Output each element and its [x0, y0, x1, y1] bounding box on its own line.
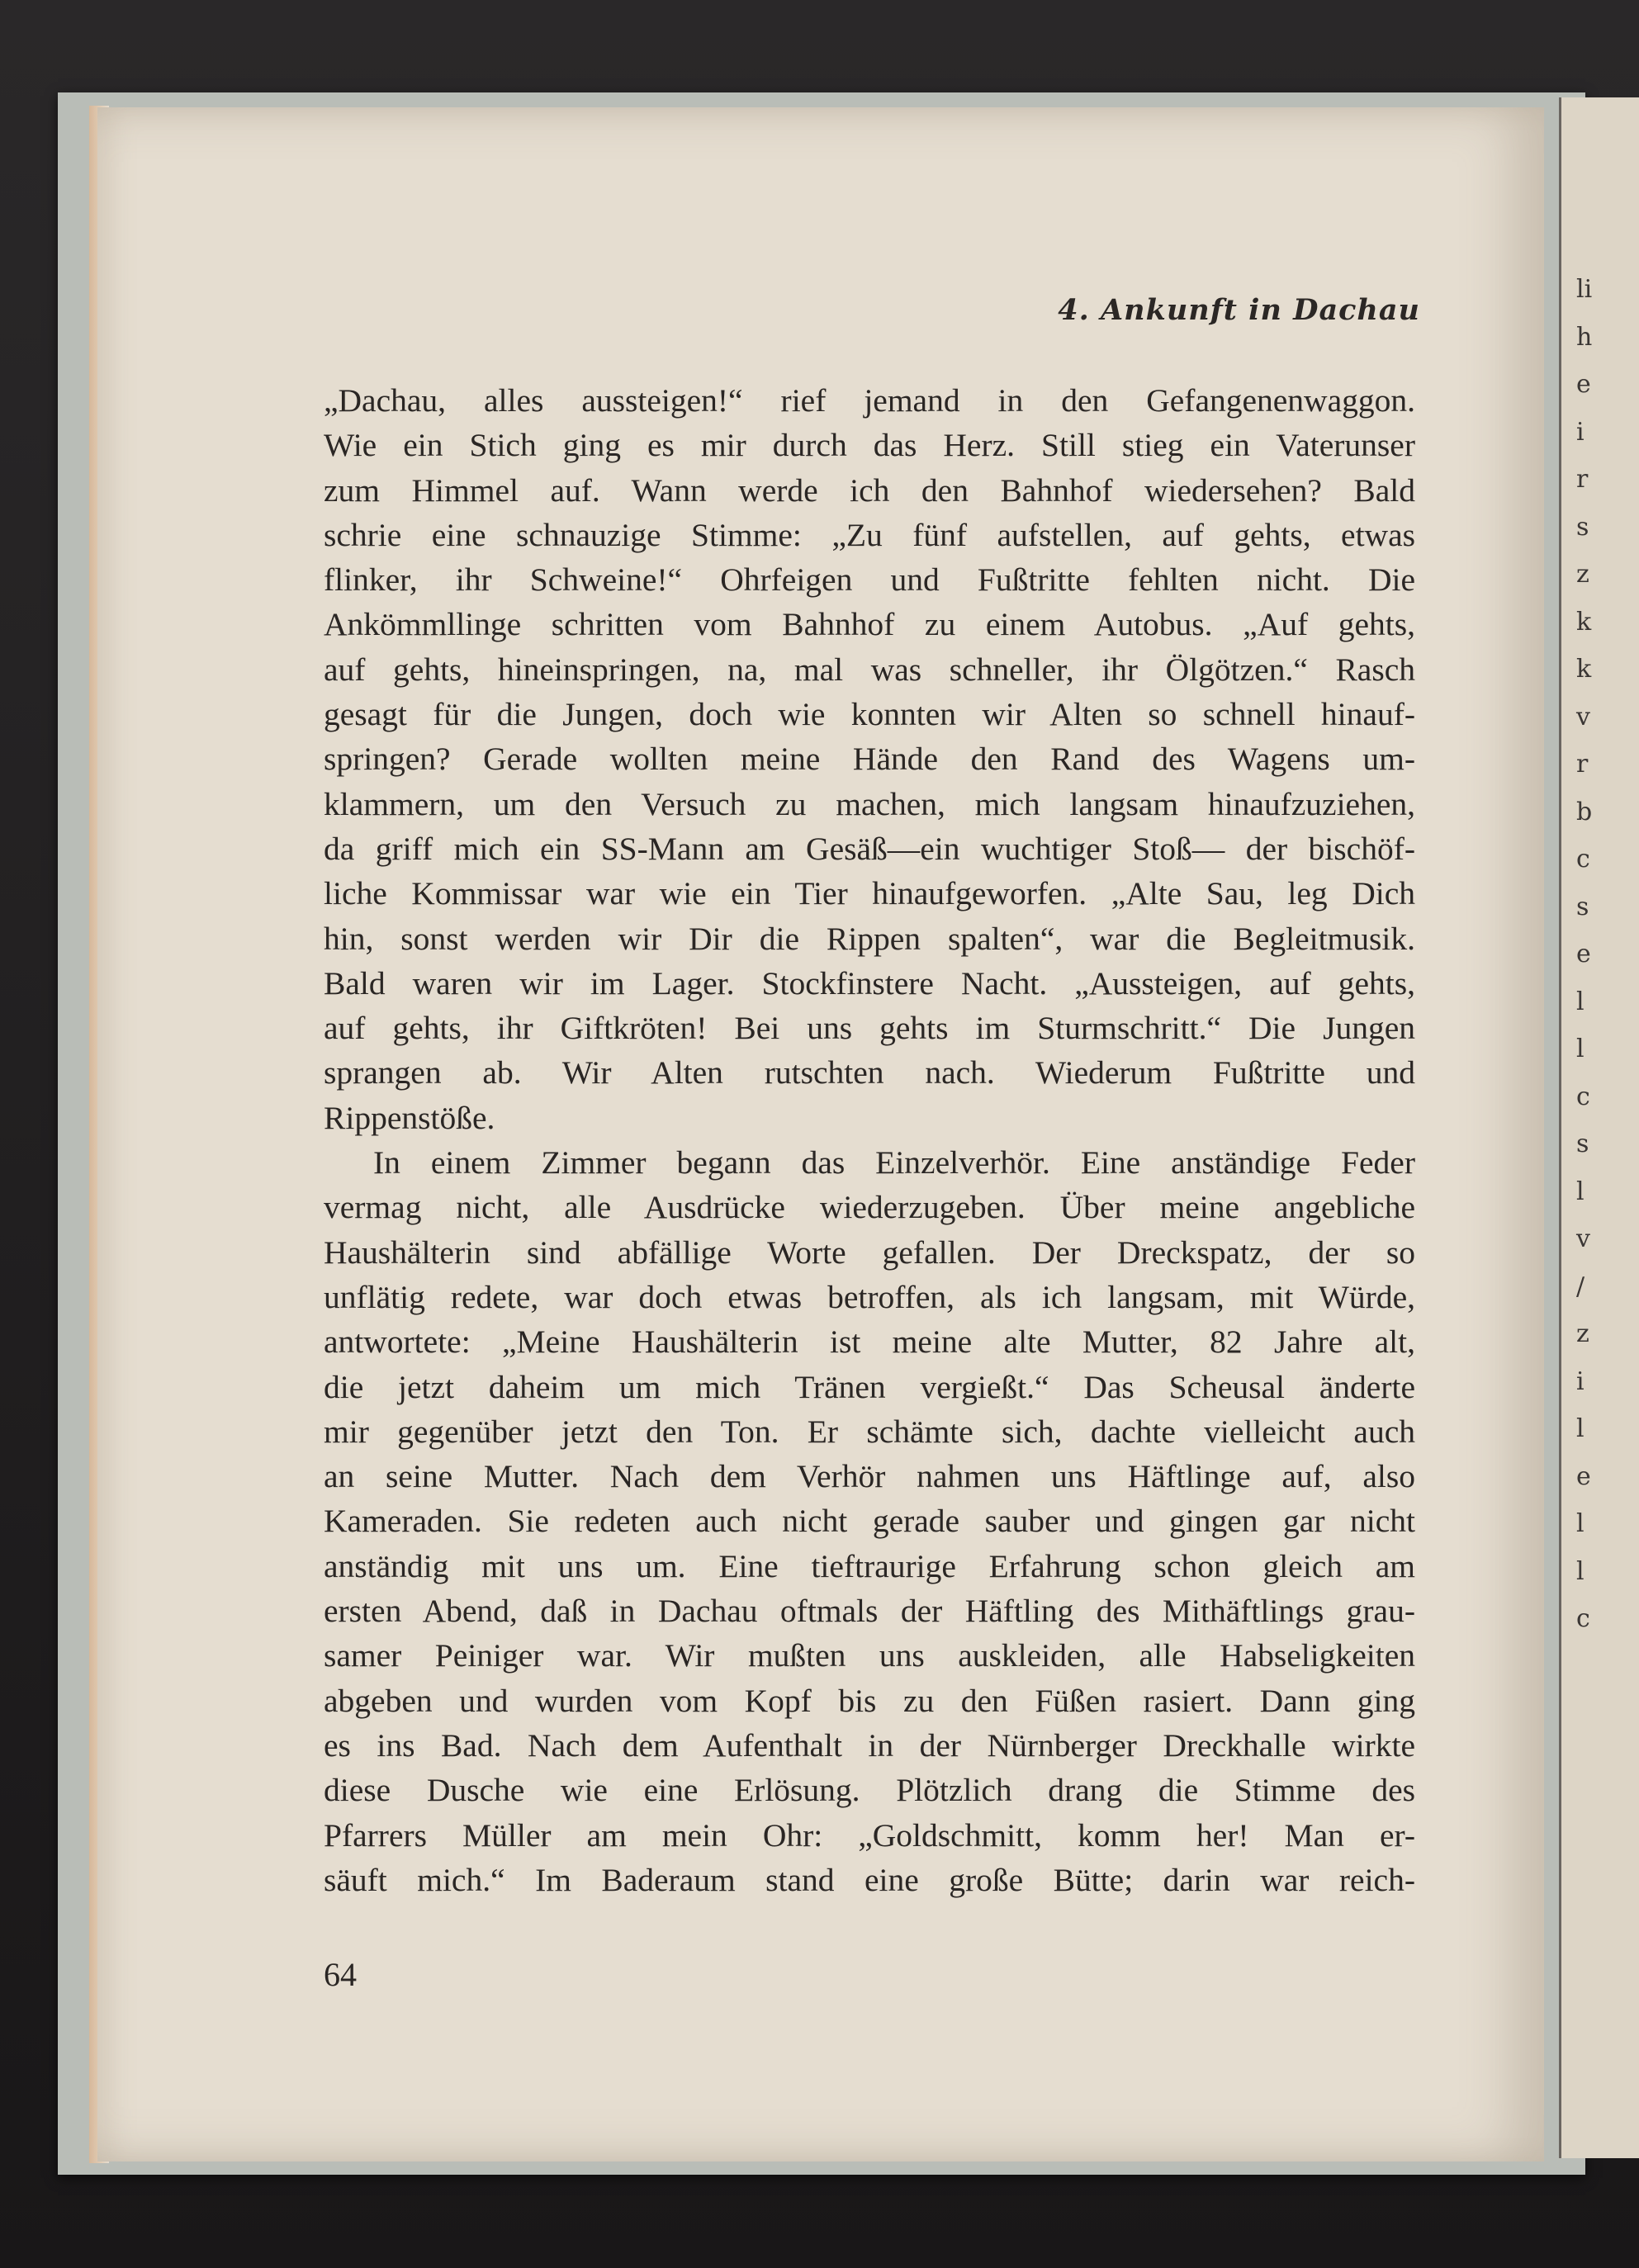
text-line: ersten Abend, daß in Dachau oftmals der Häftling des Mithäftlings grau- — [324, 1593, 1415, 1630]
facing-page-fragment: r — [1576, 465, 1589, 494]
text-line: Pfarrers Müller am mein Ohr: „Goldschmitt, komm her! Man er- — [324, 1816, 1415, 1854]
text-line: klammern, um den Versuch zu machen, mich langsam hinaufzuziehen, — [324, 785, 1415, 822]
body-text — [324, 378, 1415, 1902]
facing-page-fragment: e — [1576, 370, 1591, 399]
text-line: diese Dusche wie eine Erlösung. Plötzlich drang die Stimme des — [324, 1772, 1415, 1809]
text-line: mir gegenüber jetzt den Ton. Er schämte sich, dachte vielleicht auch — [324, 1413, 1415, 1450]
facing-page-fragment: s — [1576, 512, 1589, 542]
facing-page-fragment: k — [1576, 607, 1592, 637]
facing-page-fragment: e — [1576, 1461, 1591, 1491]
text-line: liche Kommissar war wie ein Tier hinaufgeworfen. „Alte Sau, leg Dich — [324, 875, 1415, 912]
facing-page-fragment: l — [1576, 1177, 1585, 1206]
text-line: springen? Gerade wollten meine Hände den Rand des Wagens um- — [324, 741, 1415, 778]
facing-page — [1559, 97, 1639, 2158]
text-line: da griff mich ein SS-Mann am Gesäß—ein wuchtiger Stoß— der bischöf- — [324, 830, 1415, 867]
text-line: unflätig redete, war doch etwas betroffen, als ich langsam, mit Würde, — [324, 1278, 1415, 1315]
text-line: vermag nicht, alle Ausdrücke wiederzugeben. Über meine angebliche — [324, 1189, 1415, 1226]
text-line: die jetzt daheim um mich Tränen vergießt.“ Das Scheusal änderte — [324, 1368, 1415, 1405]
facing-page-fragment: c — [1576, 1604, 1590, 1633]
text-line: antwortete: „Meine Haushälterin ist meine alte Mutter, 82 Jahre alt, — [324, 1323, 1415, 1361]
facing-page-fragment: h — [1576, 322, 1593, 352]
page-number: 64 — [324, 1956, 357, 1993]
facing-page-fragment: b — [1576, 797, 1593, 826]
facing-page-fragment: z — [1576, 1319, 1589, 1348]
facing-page-fragment: v — [1576, 1224, 1590, 1253]
facing-page-fragment: l — [1576, 1414, 1585, 1443]
text-line: samer Peiniger war. Wir mußten uns auskleiden, alle Habseligkeiten — [324, 1637, 1415, 1674]
running-header: 4. Ankunft in Dachau — [1058, 293, 1420, 327]
text-line: auf gehts, hineinspringen, na, mal was schneller, ihr Ölgötzen.“ Rasch — [324, 651, 1415, 688]
text-line: zum Himmel auf. Wann werde ich den Bahnhof wiedersehen? Bald — [324, 471, 1415, 509]
text-line: schrie eine schnauzige Stimme: „Zu fünf aufstellen, auf gehts, etwas — [324, 516, 1415, 553]
text-line: Rippenstöße. — [324, 1099, 495, 1136]
text-line: Ankömmllinge schritten vom Bahnhof zu einem Autobus. „Auf gehts, — [324, 606, 1415, 643]
text-line: es ins Bad. Nach dem Aufenthalt in der Nürnberger Dreckhalle wirkte — [324, 1726, 1415, 1764]
text-line: sprangen ab. Wir Alten rutschten nach. Wiederum Fußtritte und — [324, 1054, 1415, 1091]
facing-page-fragment: i — [1576, 417, 1585, 447]
facing-page-fragment: l — [1576, 1509, 1585, 1538]
text-line: Wie ein Stich ging es mir durch das Herz. Still stieg ein Vaterunser — [324, 427, 1415, 464]
text-line: Bald waren wir im Lager. Stockfinstere Nacht. „Aussteigen, auf gehts, — [324, 964, 1415, 1001]
facing-page-fragment: r — [1576, 750, 1589, 779]
text-line: flinker, ihr Schweine!“ Ohrfeigen und Fußtritte fehlten nicht. Die — [324, 561, 1415, 599]
text-line: an seine Mutter. Nach dem Verhör nahmen uns Häftlinge auf, also — [324, 1458, 1415, 1495]
facing-page-fragment: c — [1576, 1082, 1590, 1111]
text-line: „Dachau, alles aussteigen!“ rief jemand in den Gefangenenwaggon. — [324, 382, 1415, 419]
text-line: Kameraden. Sie redeten auch nicht gerade sauber und gingen gar nicht — [324, 1503, 1415, 1540]
facing-page-fragment: z — [1576, 560, 1589, 589]
facing-page-fragment: li — [1576, 275, 1593, 304]
facing-page-fragment: k — [1576, 655, 1592, 684]
text-line: anständig mit uns um. Eine tieftraurige Erfahrung schon gleich am — [324, 1547, 1415, 1584]
facing-page-fragment: e — [1576, 940, 1591, 968]
text-line: säuft mich.“ Im Baderaum stand eine große Bütte; darin war reich- — [324, 1861, 1415, 1898]
text-line: auf gehts, ihr Giftkröten! Bei uns gehts im Sturmschritt.“ Die Jungen — [324, 1010, 1415, 1047]
text-line: Haushälterin sind abfällige Worte gefallen. Der Dreckspatz, der so — [324, 1233, 1415, 1271]
facing-page-fragment: s — [1576, 1129, 1589, 1158]
facing-page-fragment: s — [1576, 892, 1589, 921]
facing-page-fragment: l — [1576, 1035, 1585, 1063]
text-line: abgeben und wurden vom Kopf bis zu den Füßen rasiert. Dann ging — [324, 1682, 1415, 1719]
facing-page-fragment: l — [1576, 1556, 1585, 1586]
facing-page-fragment: v — [1576, 702, 1590, 732]
text-line: In einem Zimmer begann das Einzelverhör. Eine anständige Feder — [373, 1144, 1415, 1181]
facing-page-fragment: / — [1576, 1271, 1585, 1301]
text-line: hin, sonst werden wir Dir die Rippen spalten“, war die Begleitmusik. — [324, 920, 1415, 957]
facing-page-fragment: c — [1576, 845, 1590, 874]
facing-page-fragment: l — [1576, 987, 1585, 1016]
facing-page-fragment: i — [1576, 1366, 1585, 1396]
text-line: gesagt für die Jungen, doch wie konnten wir Alten so schnell hinauf- — [324, 696, 1415, 733]
